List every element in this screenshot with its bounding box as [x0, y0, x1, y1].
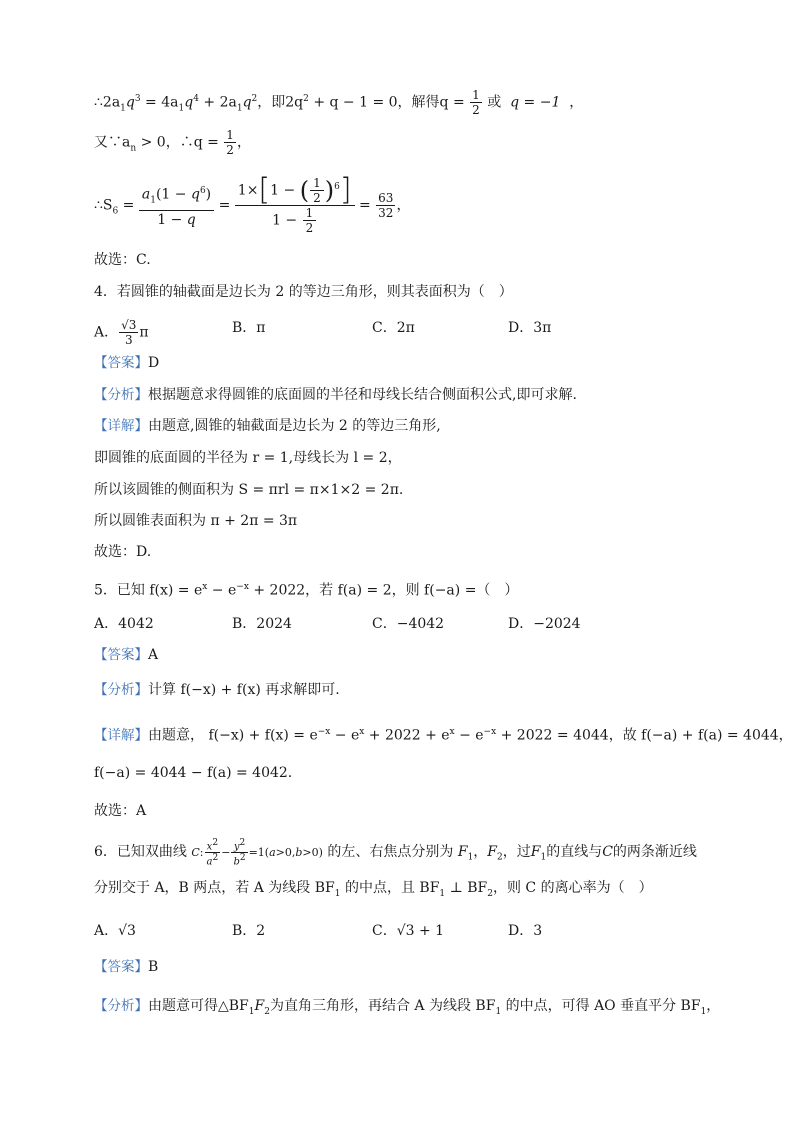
- q6-option-a[interactable]: A．√3: [94, 923, 136, 939]
- analysis-tag: 【分析】: [94, 387, 148, 403]
- q4-detail-line-3: 所以该圆锥的侧面积为 S = πrl = π×1×2 = 2π.: [94, 482, 404, 498]
- q6-option-c[interactable]: C．√3 + 1: [372, 923, 445, 939]
- analysis-tag: 【分析】: [94, 682, 148, 698]
- fraction-one-half: $\frac{1}{2}$: [226, 128, 234, 157]
- q4-option-a[interactable]: A． $\frac{√3}{3}$ π: [94, 318, 149, 347]
- q4-detail-line-2: 即圆锥的底面圆的半径为 r = 1,母线长为 l = 2，: [94, 450, 402, 466]
- q4-option-c[interactable]: C．2π: [372, 320, 415, 336]
- q4-stem: 4．若圆锥的轴截面是边长为 2 的等边三角形，则其表面积为（ ）: [94, 284, 513, 300]
- q6-stem-line-2: 分别交于 A，B 两点，若 A 为线段 $BF_1$ 的中点，且 $BF_1$ ⊥ $BF_2$，则 C 的离心率为（ ）: [94, 880, 653, 899]
- q5-option-a[interactable]: A．4042: [94, 616, 154, 632]
- q3-condition-line: 又$\because a_n > 0$，∴q = $\frac{1}{2}$ ，: [94, 128, 251, 157]
- q4-detail-line-4: 所以圆锥表面积为 π + 2π = 3π: [94, 513, 298, 529]
- q5-stem: 5．已知 $f(x) = e^x - e^{-x} + 2022$，若 f(a) = 2，则 f(−a) =（ ）: [94, 582, 519, 599]
- q4-option-d[interactable]: D．3π: [508, 320, 552, 336]
- answer-tag: 【答案】: [94, 959, 148, 975]
- q4-analysis: 【分析】根据题意求得圆锥的底面圆的半径和母线长结合侧面积公式,即可求解.: [94, 387, 577, 403]
- q5-answer: 【答案】A: [94, 647, 159, 663]
- detail-tag: 【详解】: [94, 727, 148, 744]
- q5-option-b[interactable]: B．2024: [232, 616, 292, 632]
- q5-detail-line-2: f(−a) = 4044 − f(a) = 4042.: [94, 765, 293, 781]
- q5-option-d[interactable]: D．−2024: [508, 616, 581, 632]
- q4-detail: 【详解】由题意,圆锥的轴截面是边长为 2 的等边三角形,: [94, 418, 441, 434]
- q3-equation-line: $\therefore 2a_1q^3 = 4a_1q^4 + 2a_1q^2$，即$2q^2 + q - 1 = 0$，解得q = $\frac{1}{2}$ 或 q = −1 ，: [94, 88, 584, 117]
- analysis-tag: 【分析】: [94, 998, 148, 1014]
- q3-sum-line: $\therefore S_6$ = $\frac{a_1(1 - q^6)}{1 - q}$ = 1×[1 − ( $\frac{1}{2}$ )$^6$] 1 − $\frac{1}{2}$ = $\frac{63}{32}$ ，: [94, 172, 411, 235]
- q5-choose: 故选：A: [94, 803, 147, 819]
- q6-answer: 【答案】B: [94, 959, 159, 975]
- q3-answer-choose: 故选：C.: [94, 252, 151, 268]
- sum-value-fraction: 1×[1 − ( $\frac{1}{2}$ )$^6$] 1 − $\frac{1}{2}$: [235, 176, 355, 235]
- answer-tag: 【答案】: [94, 355, 148, 371]
- q4-choose: 故选：D.: [94, 544, 152, 560]
- q6-option-d[interactable]: D．3: [508, 923, 543, 939]
- fraction-one-half: $\frac{1}{2}$: [472, 88, 480, 117]
- answer-tag: 【答案】: [94, 647, 148, 663]
- q4-answer: 【答案】D: [94, 355, 160, 371]
- q6-option-b[interactable]: B．2: [232, 923, 266, 939]
- q4-option-b[interactable]: B．π: [232, 320, 266, 336]
- q6-analysis: 【分析】由题意可得$\triangle BF_1F_2$为直角三角形，再结合 A 为线段 $BF_1$ 的中点，可得 AO 垂直平分 $BF_1$，: [94, 998, 721, 1017]
- detail-tag: 【详解】: [94, 418, 148, 434]
- q5-option-c[interactable]: C．−4042: [372, 616, 445, 632]
- q5-detail: 【详解】由题意， $f(-x) + f(x) = e^{-x} - e^x + 2022 + e^x - e^{-x} + 2022 = 4044$，故 f(−a) + f(a) = 4044，: [94, 727, 793, 744]
- fraction-63-32: $\frac{63}{32}$: [378, 191, 394, 220]
- sum-formula-fraction: $\frac{a_1(1 - q^6)}{1 - q}$: [139, 182, 214, 228]
- q6-stem: 6．已知双曲线 C: $\frac{x^2}{a^2}$ − $\frac{y^2}{b^2}$ =1(a>0,b>0) 的左、右焦点分别为 $F_1$，$F_2$，过$F_1$的直线与C的两条渐近线: [94, 838, 697, 868]
- q5-analysis: 【分析】计算 f(−x) + f(x) 再求解即可.: [94, 682, 340, 698]
